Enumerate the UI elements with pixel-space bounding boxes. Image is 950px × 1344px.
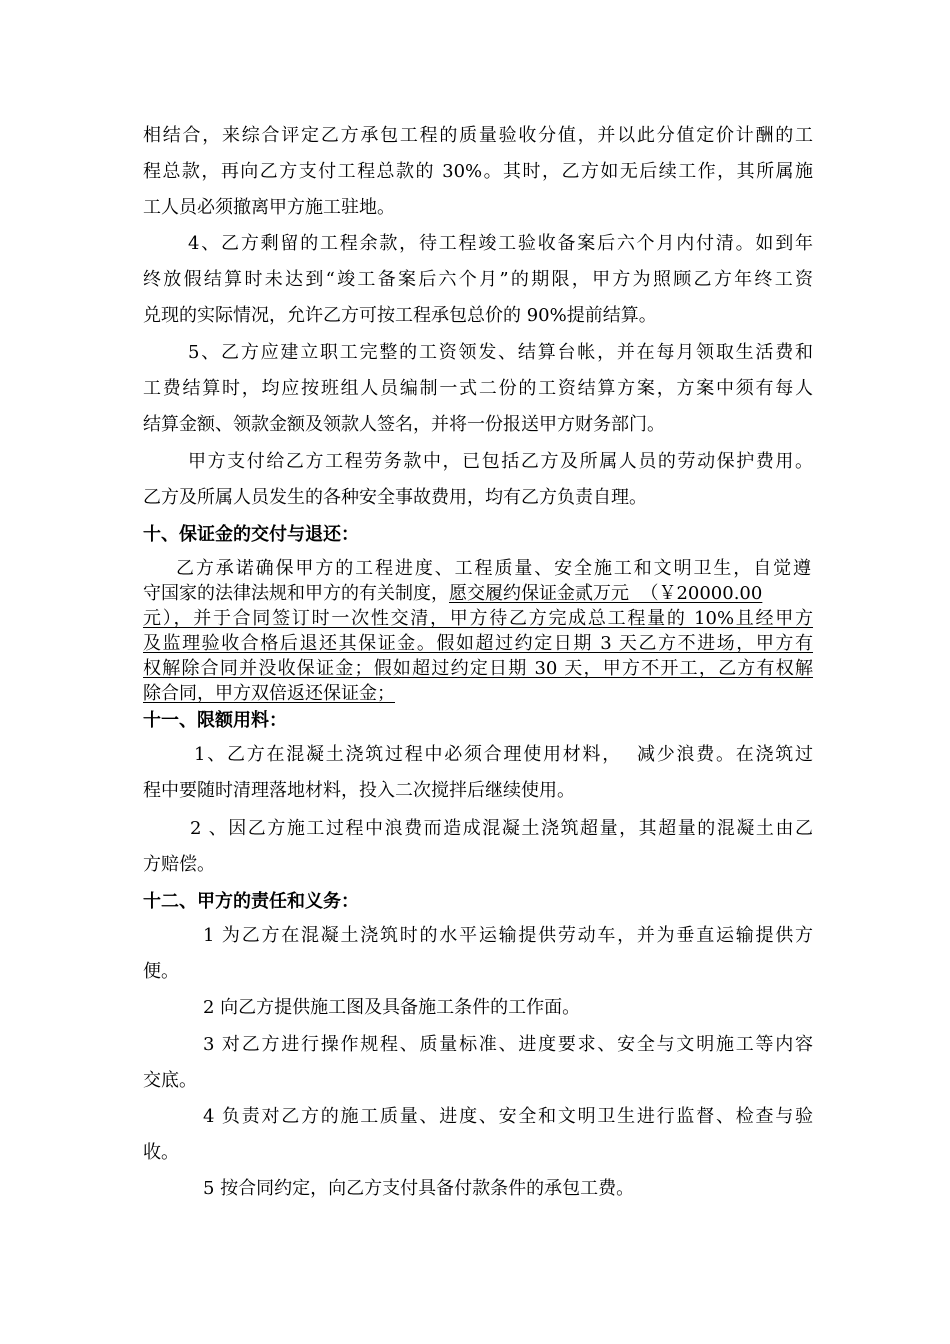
underlined-line: 元），并于合同签订时一次性交清，甲方待乙方完成总工程量的 10%且经甲方 (143, 608, 813, 629)
underlined-line: 权解除合同并没收保证金；假如超过约定日期 30 天，甲方不开工，乙方有权解 (143, 658, 813, 679)
paragraph-line: 5、乙方应建立职工完整的工资领发、结算台帐，并在每月领取生活费和 (188, 342, 813, 363)
paragraph-line: 4、乙方剩留的工程余款，待工程竣工验收备案后六个月内付清。如到年 (188, 233, 813, 254)
paragraph-line: 方赔偿。 (143, 854, 215, 875)
paragraph-line: 乙方承诺确保甲方的工程进度、工程质量、安全施工和文明卫生，自觉遵 (176, 558, 811, 579)
section-heading: 十一、限额用料： (143, 710, 287, 731)
paragraph-line: 结算金额、领款金额及领款人签名，并将一份报送甲方财务部门。 (143, 414, 665, 435)
paragraph-line: 3 对乙方进行操作规程、质量标准、进度要求、安全与文明施工等内容 (203, 1034, 813, 1055)
paragraph-line: 甲方支付给乙方工程劳务款中，已包括乙方及所属人员的劳动保护费用。 (188, 451, 813, 472)
paragraph-line: 2 向乙方提供施工图及具备施工条件的工作面。 (203, 997, 581, 1018)
paragraph-line: 乙方及所属人员发生的各种安全事故费用，均有乙方负责自理。 (143, 487, 647, 508)
paragraph-line: 2 、因乙方施工过程中浪费而造成混凝土浇筑超量，其超量的混凝土由乙 (190, 818, 813, 839)
paragraph-line: 4 负责对乙方的施工质量、进度、安全和文明卫生进行监督、检查与验 (203, 1106, 813, 1127)
underlined-deposit: 愿交履约保证金贰万元 （￥20000.00 (449, 583, 763, 604)
paragraph-line: 交底。 (143, 1070, 197, 1091)
paragraph-line: 便。 (143, 961, 179, 982)
paragraph-line-mixed (143, 583, 813, 605)
section-heading: 十、保证金的交付与退还： (143, 524, 359, 545)
text-segment: 守国家的法律法规和甲方的有关制度， (143, 583, 449, 604)
paragraph-line: 5 按合同约定，向乙方支付具备付款条件的承包工费。 (203, 1178, 635, 1199)
paragraph-line: 兑现的实际情况，允许乙方可按工程承包总价的 90%提前结算。 (143, 305, 657, 326)
paragraph-line: 1、乙方在混凝土浇筑过程中必须合理使用材料， 减少浪费。在浇筑过 (194, 744, 813, 765)
paragraph-line: 相结合，来综合评定乙方承包工程的质量验收分值，并以此分值定价计酬的工 (143, 125, 813, 146)
paragraph-line: 收。 (143, 1142, 179, 1163)
section-heading: 十二、甲方的责任和义务： (143, 891, 359, 912)
underlined-line: 除合同，甲方双倍返还保证金； (143, 683, 395, 704)
paragraph-line: 工费结算时，均应按班组人员编制一式二份的工资结算方案，方案中须有每人 (143, 378, 813, 399)
underlined-line: 及监理验收合格后退还其保证金。假如超过约定日期 3 天乙方不进场，甲方有 (143, 633, 813, 654)
paragraph-line: 1 为乙方在混凝土浇筑时的水平运输提供劳动车，并为垂直运输提供方 (203, 925, 813, 946)
paragraph-line: 程总款，再向乙方支付工程总款的 30%。其时，乙方如无后续工作，其所属施 (143, 161, 813, 182)
paragraph-line: 终放假结算时未达到“竣工备案后六个月”的期限，甲方为照顾乙方年终工资 (143, 269, 813, 290)
paragraph-line: 工人员必须撤离甲方施工驻地。 (143, 197, 395, 218)
paragraph-line: 程中要随时清理落地材料，投入二次搅拌后继续使用。 (143, 780, 575, 801)
